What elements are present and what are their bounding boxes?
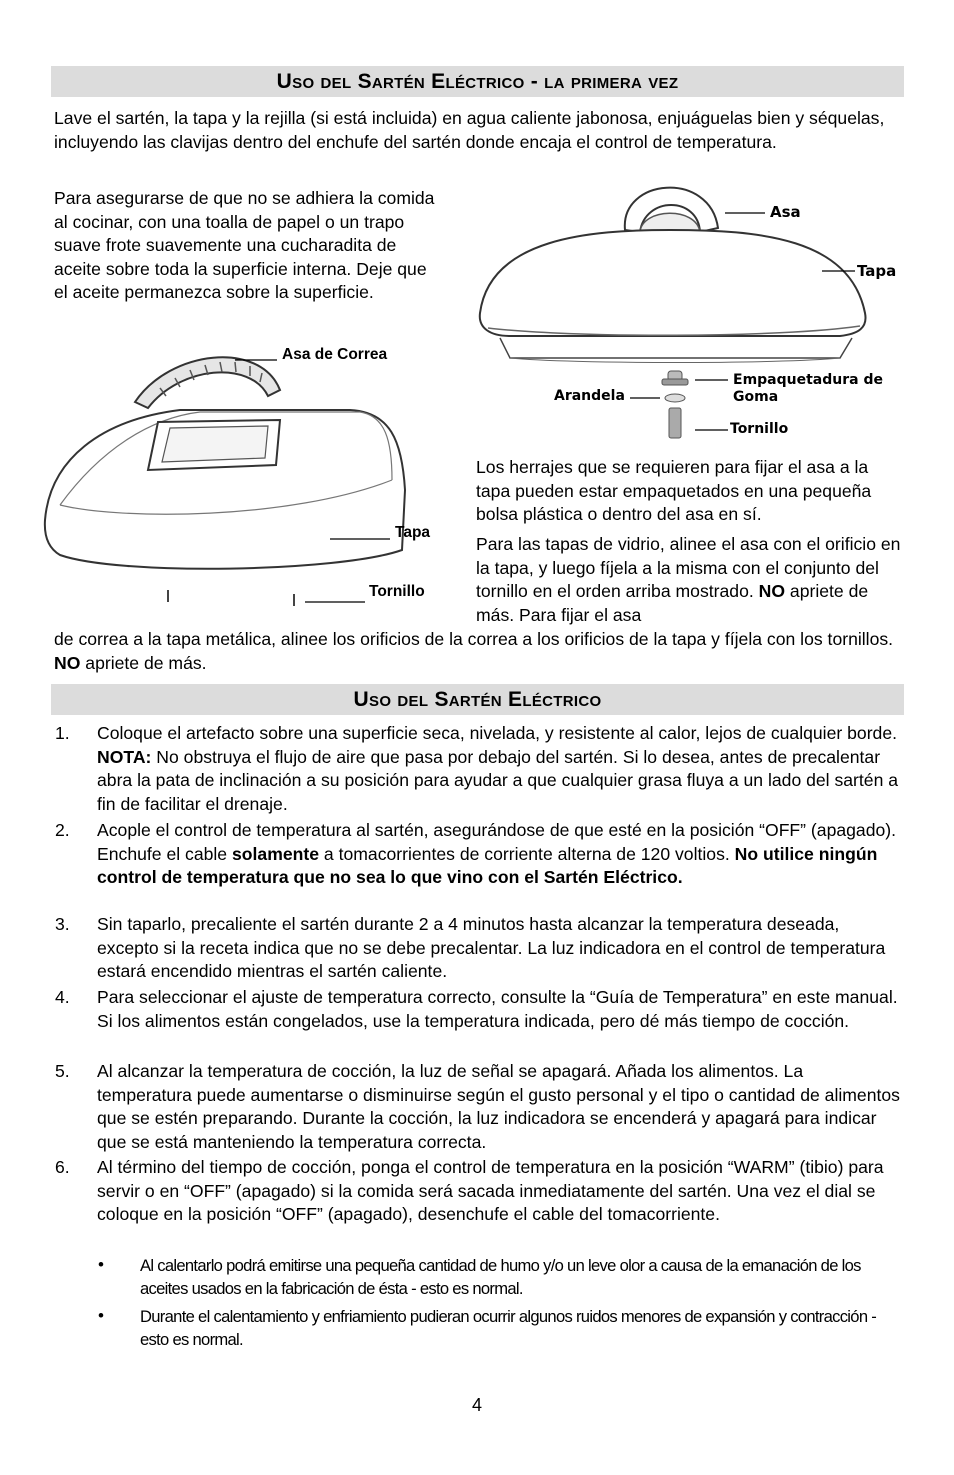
bullet-icon: • xyxy=(98,1306,104,1325)
glass-lid-illustration xyxy=(470,168,910,448)
list-item: Coloque el artefacto sobre una superficie seca, nivelada, y resistente al calor, lejos de cualquier borde. NOTA: No obstruya el flujo de aire que pasa por debajo del sartén. Si lo desea, antes de precalentar abra la pata de inclinación a su posición para ayudar a que cualquier grasa fluya a un lado del sartén a fin de facilitar el drenaje. xyxy=(97,723,899,814)
item-number: 2. xyxy=(55,820,70,840)
item-number: 1. xyxy=(55,723,70,743)
bullet-icon: • xyxy=(98,1255,104,1274)
item-number: 5. xyxy=(55,1061,70,1081)
intro-paragraph: Lave el sartén, la tapa y la rejilla (si está incluida) en agua caliente jabonosa, enjuáguelas bien y séquelas, incluyendo las clavijas dentro del enchufe del sartén donde encaja el control de temperatura. xyxy=(54,108,885,152)
list-item: Al término del tiempo de cocción, ponga el control de temperatura en la posición “WARM” (tibio) para servir o en “OFF” (apagado) si la comida será sacada inmediatamente del sartén. Una vez el dial se coloque en la posición “OFF” (apagado), desenchufe el cable del tomacorriente. xyxy=(97,1157,884,1225)
glass-lid-paragraph: Para las tapas de vidrio, alinee el asa con el orificio en la tapa, y luego fíjela a la misma con el conjunto del tornillo en el orden arriba mostrado. NO apriete de más. Para fijar el asa xyxy=(476,534,901,625)
label-asa-de-correa: Asa de Correa xyxy=(282,346,388,363)
list-item: Al alcanzar la temperatura de cocción, la luz de señal se apagará. Añada los alimentos. La temperatura puede aumentarse o disminuirse según el gusto personal y el tipo o cantidad de alimentos que se estén preparando. Durante la cocción, la luz indicadora se encenderá y apagará para indicar que se está manteniendo la temperatura correcta. xyxy=(97,1061,900,1152)
list-item: Para seleccionar el ajuste de temperatura correcto, consulte la “Guía de Temperatura” en este manual. Si los alimentos están congelados, use la temperatura indicada, pero dé más tiempo de cocción. xyxy=(97,987,898,1031)
item-number: 6. xyxy=(55,1157,70,1177)
label-tapa-left: Tapa xyxy=(395,524,431,541)
label-tapa-right: Tapa xyxy=(857,262,897,280)
hardware-paragraph: Los herrajes que se requieren para fijar el asa a la tapa pueden estar empaquetados en una pequeña bolsa plástica o dentro del asa en sí. xyxy=(476,457,872,525)
item-number: 3. xyxy=(55,914,70,934)
bullet-item: Al calentarlo podrá emitirse una pequeña cantidad de humo y/o un leve olor a causa de la emanación de los aceites usados en la fabricación de ésta - esto es normal. xyxy=(140,1256,861,1298)
label-empaquetadura: Empaquetadura de Goma xyxy=(733,372,883,405)
section-title-first-use: Uso del Sartén Eléctrico - la primera vez xyxy=(51,66,904,97)
list-item: Sin taparlo, precaliente el sartén durante 2 a 4 minutos hasta alcanzar la temperatura deseada, excepto si la receta indica que no se debe precalentar. La luz indicadora en el control de temperatura estará encendido mientras el sartén caliente. xyxy=(97,914,886,982)
oil-paragraph: Para asegurarse de que no se adhiera la comida al cocinar, con una toalla de papel o un trapo suave frote suavemente una cucharadita de aceite sobre toda la superficie interna. Deje que el aceite permanezca sobre la superficie. xyxy=(54,188,435,303)
list-item: Acople el control de temperatura al sartén, asegurándose de que esté en la posición “OFF” (apagado). Enchufe el cable solamente a tomacorrientes de corriente alterna de 120 voltios. No utilice ningún control de temperatura que no sea lo que vino con el Sartén Eléctrico. xyxy=(97,820,897,888)
label-tornillo-right: Tornillo xyxy=(730,421,789,437)
strap-paragraph: de correa a la tapa metálica, alinee los orificios de la correa a los orificios de la tapa y fíjela con los tornillos. NO apriete de más. xyxy=(54,629,894,673)
label-asa: Asa xyxy=(770,203,801,221)
item-number: 4. xyxy=(55,987,70,1007)
label-arandela: Arandela xyxy=(554,388,625,404)
label-tornillo-left: Tornillo xyxy=(369,583,425,600)
page-number: 4 xyxy=(471,1395,482,1415)
section-title-use: Uso del Sartén Eléctrico xyxy=(51,684,904,715)
bullet-item: Durante el calentamiento y enfriamiento pudieran ocurrir algunos ruidos menores de expansión y contracción - esto es normal. xyxy=(140,1307,877,1349)
metal-lid-illustration xyxy=(40,340,460,620)
